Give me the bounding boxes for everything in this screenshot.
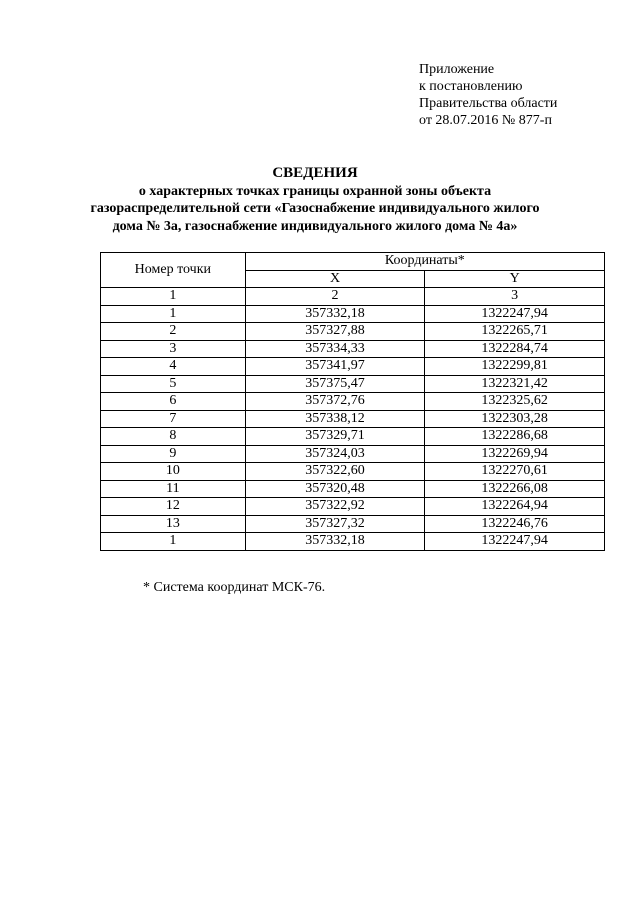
table-row bbox=[101, 393, 605, 411]
table-body bbox=[101, 305, 605, 550]
x-coordinate-cell: 357338,12 bbox=[245, 410, 425, 428]
header-y: Y bbox=[425, 270, 605, 288]
x-coordinate-cell: 357324,03 bbox=[245, 445, 425, 463]
table-row bbox=[101, 410, 605, 428]
x-coordinate-cell: 357322,60 bbox=[245, 463, 425, 481]
point-number-cell: 11 bbox=[101, 480, 246, 498]
y-coordinate-cell: 1322284,74 bbox=[425, 340, 605, 358]
x-coordinate-cell: 357332,18 bbox=[245, 305, 425, 323]
point-number-cell: 7 bbox=[101, 410, 246, 428]
appendix-line: Приложение bbox=[419, 62, 495, 77]
x-coordinate-cell: 357372,76 bbox=[245, 393, 425, 411]
x-coordinate-cell: 357327,88 bbox=[245, 323, 425, 341]
x-coordinate-cell: 357332,18 bbox=[245, 533, 425, 551]
header-point-number: Номер точки bbox=[101, 253, 246, 288]
y-coordinate-cell: 1322264,94 bbox=[425, 498, 605, 516]
column-number: 2 bbox=[245, 288, 425, 306]
point-number-cell: 13 bbox=[101, 515, 246, 533]
table-row bbox=[101, 445, 605, 463]
x-coordinate-cell: 357320,48 bbox=[245, 480, 425, 498]
table-row bbox=[101, 323, 605, 341]
table-row bbox=[101, 428, 605, 446]
table-row bbox=[101, 480, 605, 498]
point-number-cell: 1 bbox=[101, 533, 246, 551]
table-row bbox=[101, 375, 605, 393]
appendix-block bbox=[419, 61, 557, 129]
table-header-row bbox=[101, 253, 605, 271]
x-coordinate-cell: 357375,47 bbox=[245, 375, 425, 393]
table-row bbox=[101, 305, 605, 323]
table-row bbox=[101, 358, 605, 376]
title-heading: СВЕДЕНИЯ bbox=[272, 165, 358, 181]
point-number-cell: 6 bbox=[101, 393, 246, 411]
document-title bbox=[90, 165, 540, 235]
x-coordinate-cell: 357329,71 bbox=[245, 428, 425, 446]
y-coordinate-cell: 1322266,08 bbox=[425, 480, 605, 498]
point-number-cell: 8 bbox=[101, 428, 246, 446]
footnote: * Система координат МСК-76. bbox=[143, 580, 326, 595]
table-row bbox=[101, 533, 605, 551]
point-number-cell: 2 bbox=[101, 323, 246, 341]
column-number: 3 bbox=[425, 288, 605, 306]
point-number-cell: 9 bbox=[101, 445, 246, 463]
x-coordinate-cell: 357327,32 bbox=[245, 515, 425, 533]
y-coordinate-cell: 1322246,76 bbox=[425, 515, 605, 533]
y-coordinate-cell: 1322247,94 bbox=[425, 533, 605, 551]
point-number-cell: 1 bbox=[101, 305, 246, 323]
point-number-cell: 10 bbox=[101, 463, 246, 481]
header-x: X bbox=[245, 270, 425, 288]
x-coordinate-cell: 357341,97 bbox=[245, 358, 425, 376]
appendix-date-line: от 28.07.2016 № 877-п bbox=[419, 113, 552, 128]
x-coordinate-cell: 357334,33 bbox=[245, 340, 425, 358]
header-coordinates: Координаты* bbox=[245, 253, 604, 271]
y-coordinate-cell: 1322321,42 bbox=[425, 375, 605, 393]
point-number-cell: 5 bbox=[101, 375, 246, 393]
table-row bbox=[101, 515, 605, 533]
table-row bbox=[101, 498, 605, 516]
y-coordinate-cell: 1322303,28 bbox=[425, 410, 605, 428]
title-line: дома № 3а, газоснабжение индивидуального жилого дома № 4а» bbox=[112, 218, 518, 234]
title-line: газораспределительной сети «Газоснабжение индивидуального жилого bbox=[90, 201, 540, 216]
coordinates-table bbox=[100, 252, 605, 551]
appendix-line: к постановлению bbox=[419, 79, 523, 94]
y-coordinate-cell: 1322270,61 bbox=[425, 463, 605, 481]
y-coordinate-cell: 1322265,71 bbox=[425, 323, 605, 341]
y-coordinate-cell: 1322299,81 bbox=[425, 358, 605, 376]
table-row bbox=[101, 463, 605, 481]
column-number: 1 bbox=[101, 288, 246, 306]
point-number-cell: 4 bbox=[101, 358, 246, 376]
y-coordinate-cell: 1322286,68 bbox=[425, 428, 605, 446]
point-number-cell: 3 bbox=[101, 340, 246, 358]
y-coordinate-cell: 1322269,94 bbox=[425, 445, 605, 463]
y-coordinate-cell: 1322247,94 bbox=[425, 305, 605, 323]
title-line: о характерных точках границы охранной зоны объекта bbox=[138, 183, 492, 199]
x-coordinate-cell: 357322,92 bbox=[245, 498, 425, 516]
table-row bbox=[101, 340, 605, 358]
point-number-cell: 12 bbox=[101, 498, 246, 516]
y-coordinate-cell: 1322325,62 bbox=[425, 393, 605, 411]
appendix-line: Правительства области bbox=[419, 96, 558, 111]
column-number-row bbox=[101, 288, 605, 306]
